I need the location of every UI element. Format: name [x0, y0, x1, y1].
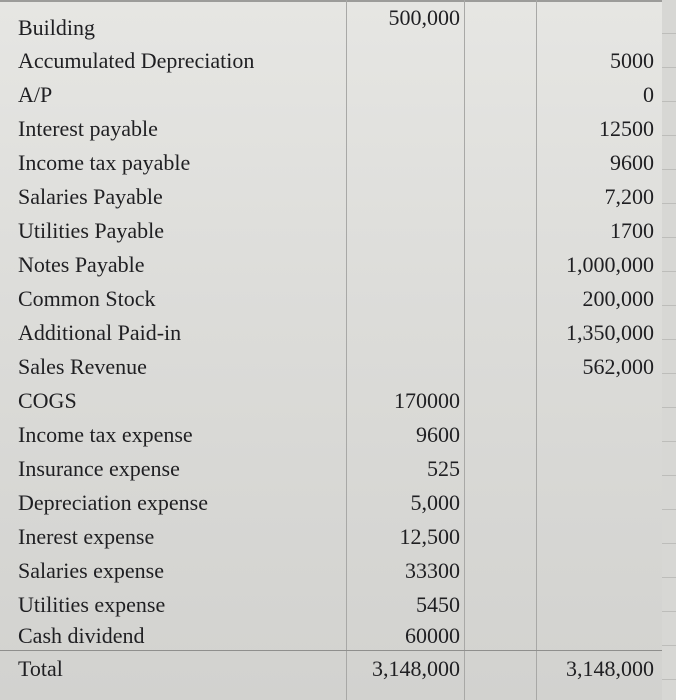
credit-value[interactable]: 200,000	[582, 286, 654, 311]
table-row[interactable]	[0, 317, 662, 351]
debit-value[interactable]: 5,000	[410, 490, 460, 515]
table-row[interactable]	[0, 589, 662, 623]
debit-value[interactable]: 5450	[416, 592, 460, 617]
table-row[interactable]	[0, 249, 662, 283]
account-name[interactable]: Accumulated Depreciation	[18, 48, 255, 73]
table-row[interactable]	[0, 45, 662, 79]
account-name[interactable]: Additional Paid-in	[18, 320, 182, 345]
adjacent-grid-column	[662, 0, 676, 700]
account-name[interactable]: Sales Revenue	[18, 354, 147, 379]
credit-value[interactable]: 12500	[599, 116, 654, 141]
account-name[interactable]: Utilities expense	[18, 592, 166, 617]
table-row[interactable]	[0, 283, 662, 317]
total-label[interactable]: Total	[18, 656, 63, 681]
table-row[interactable]	[0, 5, 662, 46]
account-name[interactable]: Building	[18, 15, 96, 40]
table-row[interactable]	[0, 79, 662, 113]
account-name[interactable]: Inerest expense	[18, 524, 155, 549]
table-row[interactable]	[0, 487, 662, 521]
credit-value[interactable]: 0	[643, 82, 654, 107]
account-name[interactable]: Notes Payable	[18, 252, 145, 277]
debit-value[interactable]: 170000	[394, 388, 460, 413]
table-row[interactable]	[0, 147, 662, 181]
debit-value[interactable]: 525	[427, 456, 460, 481]
account-name[interactable]: A/P	[18, 82, 53, 107]
credit-value[interactable]: 562,000	[582, 354, 654, 379]
table-row[interactable]	[0, 620, 662, 654]
top-border	[0, 0, 676, 2]
debit-value[interactable]: 12,500	[399, 524, 460, 549]
credit-value[interactable]: 7,200	[604, 184, 654, 209]
table-row[interactable]	[0, 215, 662, 249]
table-row[interactable]	[0, 351, 662, 385]
account-name[interactable]: Income tax expense	[18, 422, 193, 447]
total-debit-value[interactable]: 3,148,000	[372, 656, 460, 681]
table-row[interactable]	[0, 385, 662, 419]
debit-value[interactable]: 500,000	[388, 5, 460, 30]
account-name[interactable]: Cash dividend	[18, 623, 145, 648]
total-row[interactable]	[0, 653, 662, 687]
table-row[interactable]	[0, 521, 662, 555]
table-row[interactable]	[0, 419, 662, 453]
credit-value[interactable]: 1,000,000	[566, 252, 654, 277]
account-name[interactable]: Utilities Payable	[18, 218, 165, 243]
debit-value[interactable]: 33300	[405, 558, 460, 583]
credit-value[interactable]: 9600	[610, 150, 654, 175]
credit-value[interactable]: 1,350,000	[566, 320, 654, 345]
table-row[interactable]	[0, 113, 662, 147]
debit-value[interactable]: 9600	[416, 422, 460, 447]
account-name[interactable]: Salaries expense	[18, 558, 164, 583]
table-row[interactable]	[0, 181, 662, 215]
account-name[interactable]: COGS	[18, 388, 77, 413]
debit-value[interactable]: 60000	[405, 623, 460, 648]
table-row[interactable]	[0, 453, 662, 487]
account-name[interactable]: Insurance expense	[18, 456, 180, 481]
account-name[interactable]: Common Stock	[18, 286, 156, 311]
account-name[interactable]: Interest payable	[18, 116, 158, 141]
credit-value[interactable]: 5000	[610, 48, 654, 73]
table-row[interactable]	[0, 555, 662, 589]
account-name[interactable]: Income tax payable	[18, 150, 191, 175]
credit-value[interactable]: 1700	[610, 218, 654, 243]
total-credit-value[interactable]: 3,148,000	[566, 656, 654, 681]
account-name[interactable]: Depreciation expense	[18, 490, 208, 515]
account-name[interactable]: Salaries Payable	[18, 184, 163, 209]
